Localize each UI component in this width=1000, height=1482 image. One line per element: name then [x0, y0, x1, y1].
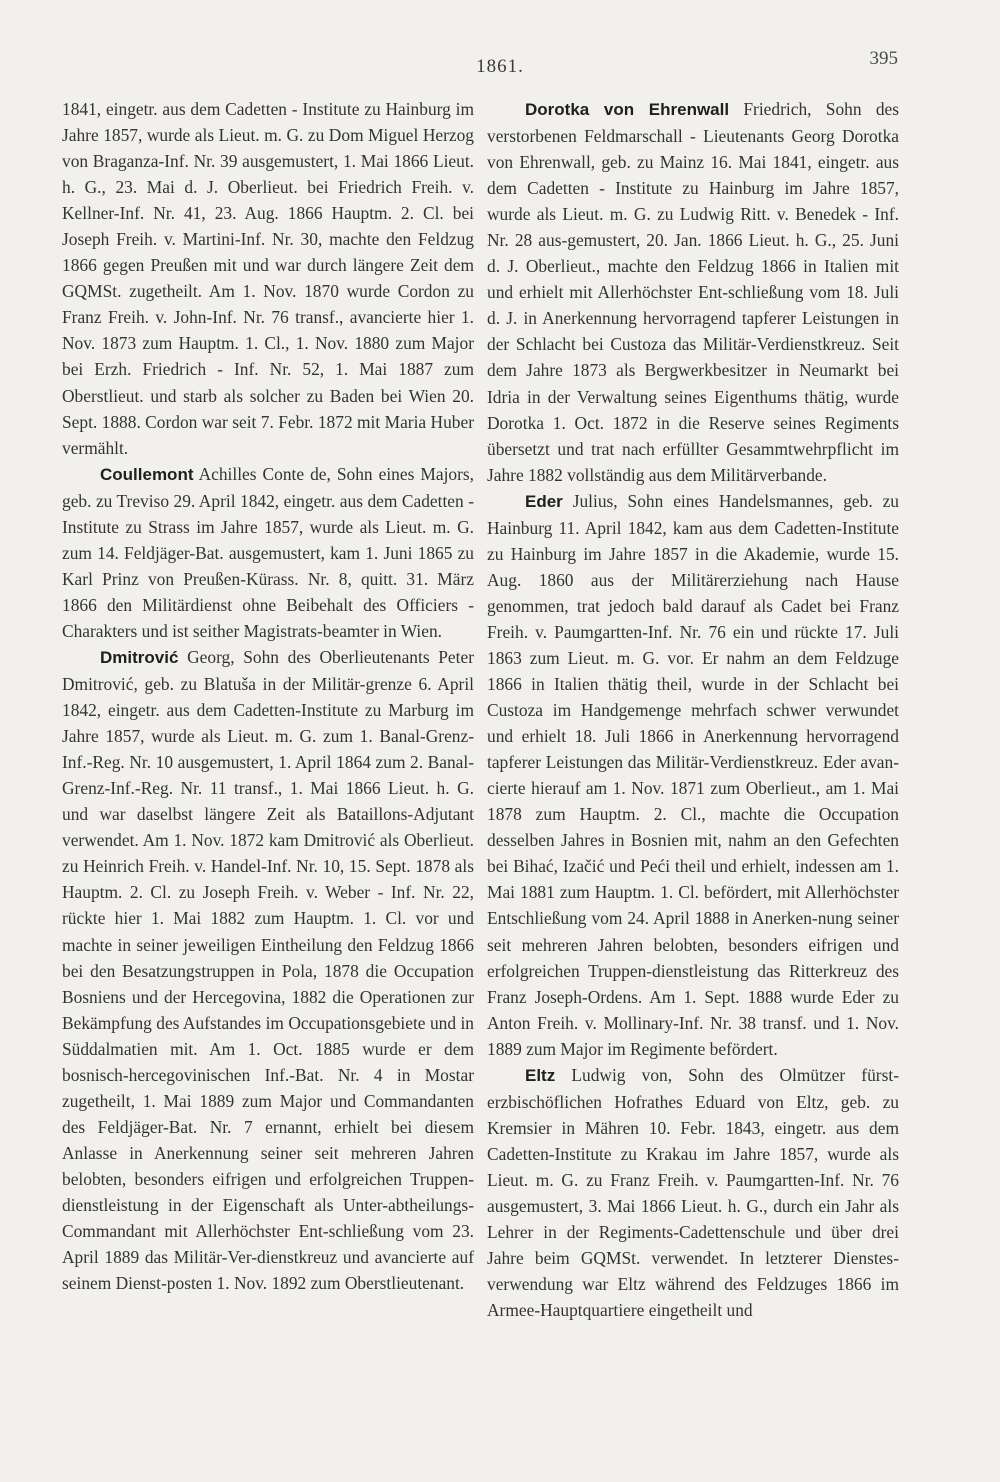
entry-eltz: [487, 1062, 899, 1323]
entry-text: Georg, Sohn des Oberlieutenants Peter Dmitrović, geb. zu Blatuša in der Militär-grenze 6. April 1842, eingetr. aus dem Cadetten-Institute zu Marburg im Jahre 1857, wurde als Lieut. m. G. zum 1. Banal-Grenz-Inf.-Reg. Nr. 10 ausgemustert, 1. April 1864 zum 2. Banal-Grenz-Inf.-Reg. Nr. 11 transf., 1. Mai 1866 Lieut. h. G. und war daselbst längere Zeit als Bataillons-Adjutant verwendet. Am 1. Nov. 1872 kam Dmitrović als Oberlieut. zu Heinrich Freih. v. Handel-Inf. Nr. 10, 15. Sept. 1878 als Hauptm. 2. Cl. zu Joseph Freih. v. Weber - Inf. Nr. 22, rückte hier 1. Mai 1882 zum Hauptm. 1. Cl. vor und machte in seiner jeweiligen Eintheilung den Feldzug 1866 bei den Besatzungstruppen in Pola, 1878 die Occupation Bosniens und der Hercegovina, 1882 die Operationen zur Bekämpfung des Aufstandes im Occupationsgebiete und in Süddalmatien mit. Am 1. Oct. 1885 wurde er dem bosnisch-hercegovinischen Inf.-Bat. Nr. 4 in Mostar zugetheilt, 1. Mai 1889 zum Major und Commandanten des Feldjäger-Bat. Nr. 7 ernannt, erhielt bei diesem Anlasse in Anerkennung seiner seit mehreren Jahren belobten, besonders eifrigen und erfolgreichen Truppen-dienstleistung in der Eigenschaft als Unter-abtheilungs-Commandant mit Allerhöchster Ent-schließung vom 23. April 1889 das Militär-Ver-dienstkreuz und avancierte auf seinem Dienst-posten 1. Nov. 1892 zum Oberstlieutenant.: [62, 646, 474, 1294]
entry-text: Julius, Sohn eines Handelsmannes, geb. zu Hainburg 11. April 1842, kam aus dem Cadetten-Institute zu Hainburg im Jahre 1857 in die Akademie, wurde 15. Aug. 1860 aus der Militärerziehung nach Hause genommen, trat jedoch bald darauf als Cadet bei Franz Freih. v. Paumgartten-Inf. Nr. 76 ein und rückte 17. Juli 1863 zum Lieut. m. G. vor. Er nahm an dem Feldzuge 1866 in Italien thätig theil, wurde in der Schlacht bei Custoza im Handgemenge mehrfach schwer verwundet und erhielt 18. Juli 1866 in Anerkennung hervorragend tapferer Leistungen das Militär-Verdienstkreuz. Eder avan-cierte hierauf am 1. Nov. 1871 zum Oberlieut., am 1. Mai 1878 zum Hauptm. 2. Cl., machte die Occupation desselben Jahres in Bosnien mit, nahm an den Gefechten bei Bihać, Izačić und Peći theil und erhielt, indessen am 1. Mai 1881 zum Hauptm. 1. Cl. befördert, mit Allerhöchster Entschließung vom 24. April 1888 in Anerken-nung seiner seit mehreren Jahren belobten, besonders eifrigen und erfolgreichen Truppen-dienstleistung das Ritterkreuz des Franz Joseph-Ordens. Am 1. Sept. 1888 wurde Eder zu Anton Freih. v. Mollinary-Inf. Nr. 38 transf. und 1. Nov. 1889 zum Major im Regimente befördert.: [487, 490, 899, 1059]
entry-dorotka: [487, 96, 899, 488]
entry-coullemont: [62, 461, 474, 644]
page-number: 395: [869, 48, 898, 69]
entry-name: Dorotka von Ehrenwall: [525, 100, 730, 119]
entry-text: Ludwig von, Sohn des Olmützer fürst-erzbischöflichen Hofrathes Eduard von Eltz, geb. zu Kremsier in Mähren 10. Febr. 1843, eingetr. aus dem Cadetten-Institute zu Krakau im Jahre 1857, wurde als Lieut. m. G. zu Franz Freih. v. Paumgartten-Inf. Nr. 76 ausgemustert, 3. Mai 1866 Lieut. h. G., durch ein Jahr als Lehrer in der Regiments-Cadettenschule und über drei Jahre beim GQMSt. verwendet. In letzterer Dienstes-verwendung war Eltz während des Feldzuges 1866 im Armee-Hauptquartiere eingetheilt und: [487, 1064, 899, 1321]
entry-name: Eltz: [525, 1065, 556, 1085]
entry-text: Friedrich, Sohn des verstorbenen Feldmarschall - Lieutenants Georg Dorotka von Ehrenwall, geb. zu Mainz 16. Mai 1841, eingetr. aus dem Cadetten - Institute zu Hainburg im Jahre 1857, wurde als Lieut. m. G. zu Ludwig Ritt. v. Benedek - Inf. Nr. 28 aus-gemustert, 20. Jan. 1866 Lieut. h. G., 25. Juni d. J. Oberlieut., machte den Feldzug 1866 in Italien mit und erhielt mit Allerhöchster Ent-schließung vom 18. Juli d. J. in Anerkennung hervorragend tapferer Leistungen in der Schlacht bei Custoza das Militär-Verdienstkreuz. Seit dem Jahre 1873 als Bergwerkbesitzer in Neumarkt bei Idria in der Verwaltung seines Eigenthums thätig, wurde Dorotka 1. Oct. 1872 in die Reserve seines Regiments übersetzt und trat nach erfüllter Gesammtwehrpflicht im Jahre 1882 vollständig aus dem Militärverbande.: [487, 99, 900, 485]
entry-name: Coullemont: [100, 464, 194, 484]
continued-entry-text: 1841, eingetr. aus dem Cadetten - Institute zu Hainburg im Jahre 1857, wurde als Lieut. m. G. zu Dom Miguel Herzog von Braganza-Inf. Nr. 39 ausgemustert, 1. Mai 1866 Lieut. h. G., 23. Mai d. J. Oberlieut. bei Friedrich Freih. v. Kellner-Inf. Nr. 41, 23. Aug. 1866 Hauptm. 2. Cl. bei Joseph Freih. v. Martini-Inf. Nr. 30, machte den Feldzug 1866 gegen Preußen mit und war durch längere Zeit dem GQMSt. zugetheilt. Am 1. Nov. 1870 wurde Cordon zu Franz Freih. v. John-Inf. Nr. 76 transf., avancierte hier 1. Nov. 1873 zum Hauptm. 1. Cl., 1. Nov. 1880 zum Major bei Erzh. Friedrich - Inf. Nr. 52, 1. Mai 1887 zum Oberstlieut. und starb als solcher zu Baden bei Wien 20. Sept. 1888. Cordon war seit 7. Febr. 1872 mit Maria Huber vermählt.: [62, 99, 474, 458]
entry-text: Achilles Conte de, Sohn eines Majors, geb. zu Treviso 29. April 1842, eingetr. aus dem Cadetten - Institute zu Strass im Jahre 1857, wurde als Lieut. m. G. zum 14. Feldjäger-Bat. ausgemustert, kam 1. Juni 1865 zu Karl Prinz von Preußen-Kürass. Nr. 8, quitt. 31. März 1866 den Militärdienst ohne Beibehalt des Officiers - Charakters und ist seither Magistrats-beamter in Wien.: [62, 463, 474, 641]
entry-name: Eder: [525, 491, 563, 511]
right-column: [487, 96, 899, 1323]
entry-dmitrovic: [62, 644, 474, 1296]
entry-eder: [487, 488, 899, 1062]
running-title: 1861.: [476, 56, 524, 77]
entry-name: Dmitrović: [100, 647, 179, 667]
left-column: [62, 96, 474, 1296]
